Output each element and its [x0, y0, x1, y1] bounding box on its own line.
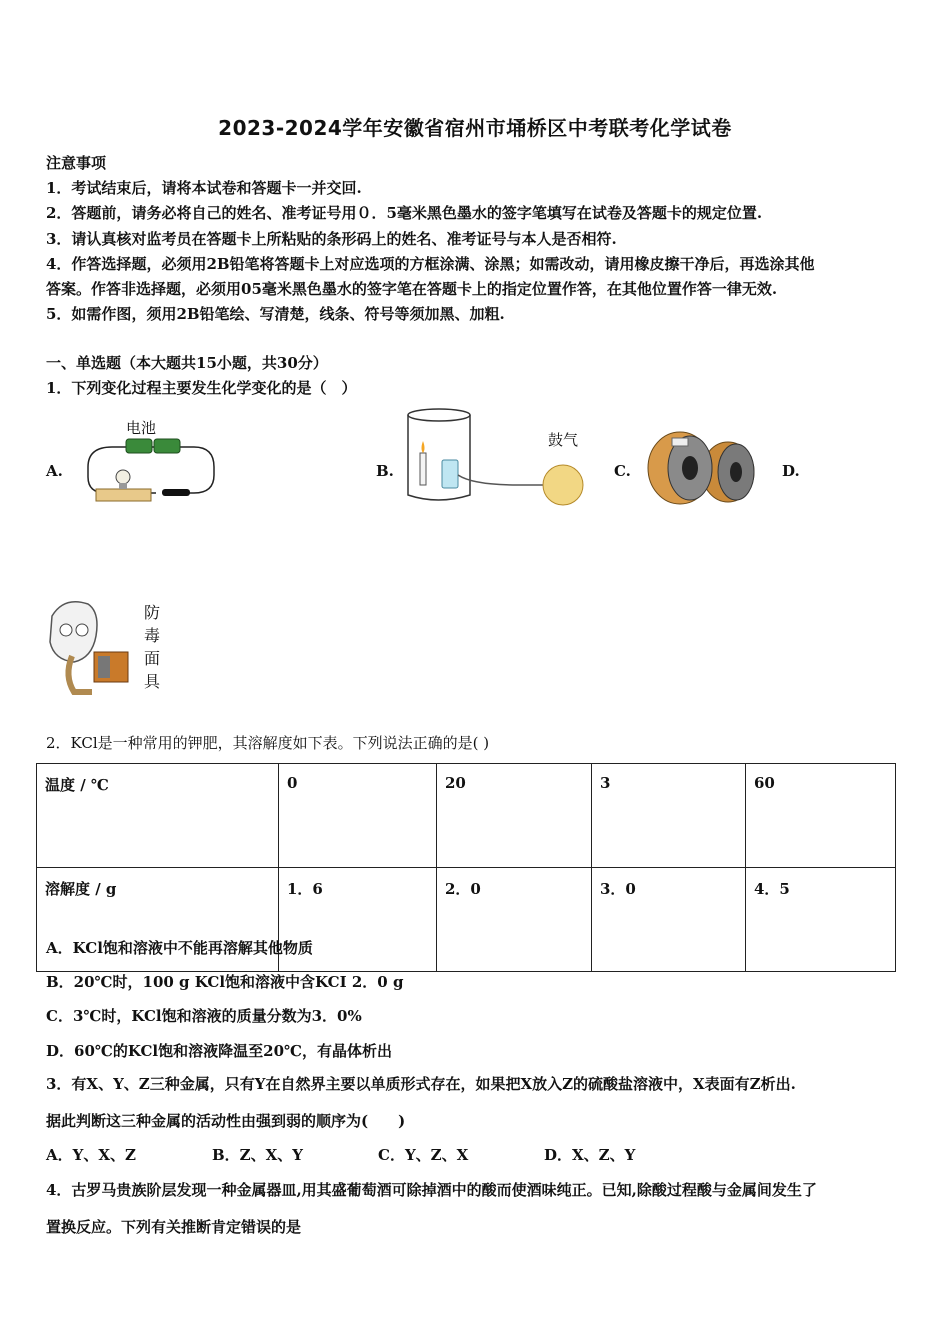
- svg-text:毒: 毒: [144, 626, 161, 645]
- q2-stem: 2．KCl是一种常用的钾肥，其溶解度如下表。下列说法正确的是( ): [46, 734, 490, 752]
- q1-gas-mask-label: [142, 600, 164, 695]
- q3-choice-a: A．Y、X、Z: [46, 1146, 136, 1164]
- table-cell: 4．5: [746, 868, 896, 972]
- q1-candle-figure: [398, 405, 598, 510]
- q1-gas-mask-figure: [44, 596, 134, 701]
- q2-choice-b: B．20℃时，100 g KCl饱和溶液中含KCI 2．0 g: [46, 973, 404, 991]
- notice-heading: 注意事项: [46, 154, 107, 172]
- table-cell: 溶解度 / g: [37, 868, 279, 972]
- q2-choice-d: D．60℃的KCl饱和溶液降温至20℃，有晶体析出: [46, 1042, 392, 1060]
- table-row: [37, 764, 896, 868]
- table-cell: 2．0: [437, 868, 592, 972]
- q1-battery-label: 电池: [126, 419, 157, 437]
- q4-stem-line1: 4．古罗马贵族阶层发现一种金属器皿,用其盛葡萄酒可除掉酒中的酸而使酒味纯正。已知,除酸过程酸与金属间发生了: [46, 1181, 817, 1199]
- q3-stem-line1: 3．有X、Y、Z三种金属，只有Y在自然界主要以单质形式存在，如果把X放入Z的硫酸盐溶液中，X表面有Z析出.: [46, 1075, 796, 1093]
- q1-circuit-figure: [76, 415, 221, 510]
- table-cell: 温度 / ℃: [37, 764, 279, 868]
- q1-option-b-label: B.: [376, 462, 394, 480]
- table-cell: 0: [279, 764, 437, 868]
- svg-text:具: 具: [144, 672, 161, 691]
- q1-option-a-label: A.: [46, 462, 63, 480]
- q1-blow-label: 鼓气: [548, 431, 579, 449]
- table-cell: 20: [437, 764, 592, 868]
- notice-item-3: 3．请认真核对监考员在答题卡上所粘贴的条形码上的姓名、准考证号与本人是否相符.: [46, 230, 617, 248]
- q1-copper-spool-figure: [640, 426, 765, 511]
- q1-option-d-label: D.: [782, 462, 800, 480]
- table-cell: 3．0: [592, 868, 746, 972]
- q3-choice-d: D．X、Z、Y: [544, 1146, 636, 1164]
- q4-stem-line2: 置换反应。下列有关推断肯定错误的是: [46, 1218, 302, 1236]
- q3-stem-line2: 据此判断这三种金属的活动性由强到弱的顺序为( ): [46, 1112, 406, 1130]
- table-cell: 1．6: [279, 868, 437, 972]
- notice-item-1: 1．考试结束后，请将本试卷和答题卡一并交回.: [46, 179, 362, 197]
- q1-stem: 1．下列变化过程主要发生化学变化的是（ ）: [46, 379, 357, 397]
- table-cell: 3: [592, 764, 746, 868]
- notice-item-5: 5．如需作图，须用2B铅笔绘、写清楚，线条、符号等须加黑、加粗.: [46, 305, 505, 323]
- page-title: 2023-2024学年安徽省宿州市埇桥区中考联考化学试卷: [218, 116, 732, 140]
- q3-choice-b: B．Z、X、Y: [212, 1146, 303, 1164]
- notice-item-4-cont: 答案。作答非选择题，必须用05毫米黑色墨水的签字笔在答题卡上的指定位置作答，在其他位置作答一律无效.: [46, 280, 778, 298]
- table-cell: 60: [746, 764, 896, 868]
- q2-choice-c: C．3℃时，KCl饱和溶液的质量分数为3．0%: [46, 1007, 362, 1025]
- q1-option-c-label: C.: [614, 462, 631, 480]
- svg-text:面: 面: [144, 649, 161, 668]
- svg-text:防: 防: [144, 603, 161, 622]
- section-heading: 一、单选题（本大题共15小题，共30分）: [46, 354, 328, 372]
- notice-item-4: 4．作答选择题，必须用2B铅笔将答题卡上对应选项的方框涂满、涂黑；如需改动，请用橡皮擦干净后，再选涂其他: [46, 255, 815, 273]
- q3-choices: [46, 1144, 635, 1165]
- notice-item-2: 2．答题前，请务必将自己的姓名、准考证号用０．5毫米黑色墨水的签字笔填写在试卷及答题卡的规定位置.: [46, 204, 763, 222]
- q3-choice-c: C．Y、Z、X: [378, 1146, 469, 1164]
- q2-choice-a: A．KCl饱和溶液中不能再溶解其他物质: [46, 939, 313, 957]
